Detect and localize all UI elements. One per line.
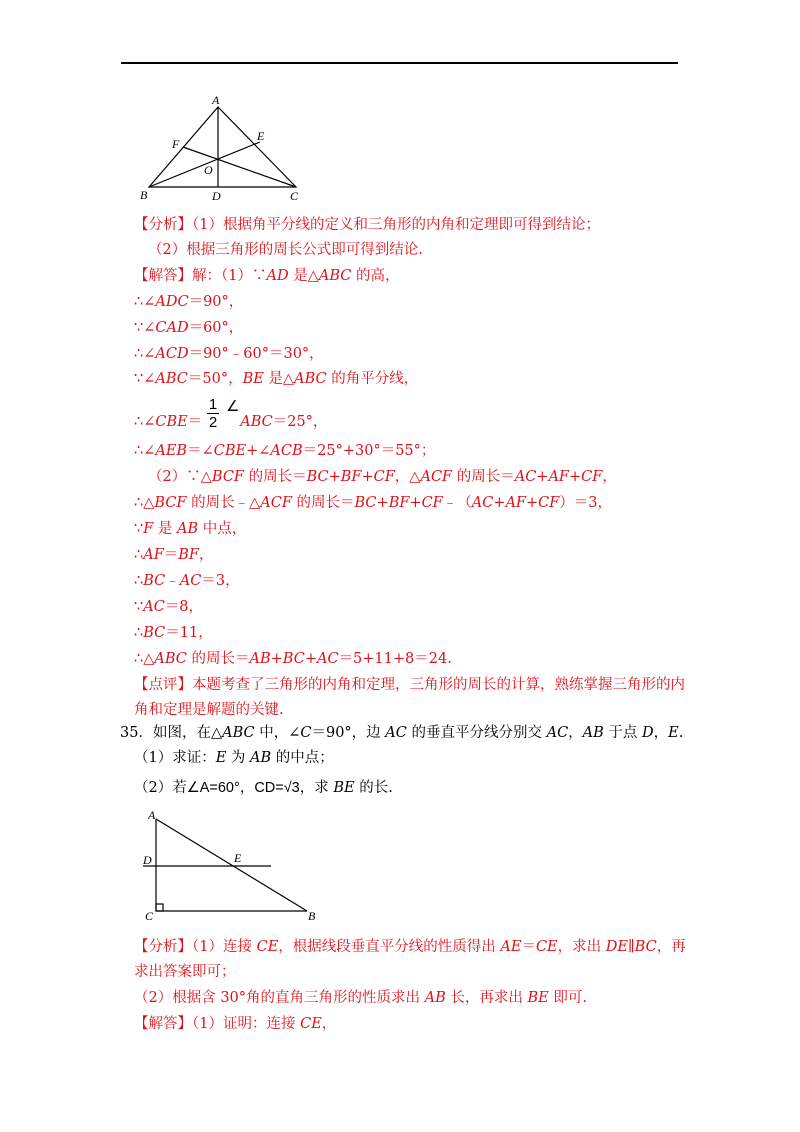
- solution-line-11: ∴AF＝BF，: [134, 547, 214, 563]
- review-tag: 【点评】: [134, 677, 192, 693]
- fig1-label-c: C: [290, 189, 299, 203]
- fig1-label-a: A: [212, 93, 220, 107]
- fig1-label-b: B: [140, 188, 148, 202]
- math-cd: CD=√3: [254, 780, 300, 796]
- question-35-stem: 35．如图，在△ABC 中，∠C＝90°，边 AC 的垂直平分线分别交 AC，AB 于点 D，E.: [120, 725, 684, 741]
- solution-line-13: ∵AC＝8，: [134, 599, 204, 615]
- fig1-label-e: E: [257, 129, 265, 143]
- q35-analysis-line-1: 【分析】（1）连接 CE，根据线段垂直平分线的性质得出 AE＝CE，求出 DE∥BC，再: [134, 939, 686, 955]
- analysis-tag: 【分析】: [134, 217, 192, 233]
- q35-analysis-line-3: （2）根据含 30°角的直角三角形的性质求出 AB 长，再求出 BE 即可.: [134, 990, 587, 1006]
- solution-line-9: ∴△BCF 的周长﹣△ACF 的周长＝BC+BF+CF﹣（AC+AF+CF）＝3，: [134, 495, 613, 511]
- solution-line-1: 【解答】解：（1）∵AD 是△ABC 的高，: [134, 268, 400, 284]
- fig2-label-a: A: [148, 808, 156, 822]
- math-angle-a: ∠A=60°: [186, 780, 240, 796]
- question-35-part-1: （1）求证：E 为 AB 的中点；: [134, 750, 334, 766]
- solution-line-3: ∵∠CAD＝60°，: [134, 320, 244, 336]
- q35-analysis-tag: 【分析】: [134, 939, 192, 955]
- solution-line-5: ∵∠ABC＝50°，BE 是△ABC 的角平分线，: [134, 371, 419, 387]
- fig2-label-b: B: [308, 909, 316, 923]
- solution-line-12: ∴BC﹣AC＝3，: [134, 573, 240, 589]
- solution-line-4: ∴∠ACD＝90°﹣60°＝30°，: [134, 346, 324, 362]
- solution-line-14: ∴BC＝11，: [134, 625, 213, 641]
- solution-line-7: ∴∠AEB＝∠CBE+∠ACB＝25°+30°＝55°；: [134, 443, 436, 459]
- question-35-part-2: （2）若∠A=60°，CD=√3，求 BE 的长.: [134, 780, 393, 796]
- fraction-denominator: 2: [208, 414, 218, 431]
- fraction-numerator: 1: [208, 396, 218, 413]
- solution-line-10: ∵F 是 AB 中点，: [134, 521, 247, 537]
- fig1-label-d: D: [212, 189, 221, 203]
- review-line-2: 角和定理是解题的关键.: [134, 702, 284, 718]
- q35-solution-tag: 【解答】: [134, 1016, 192, 1032]
- fig2-label-d: D: [143, 853, 152, 867]
- fig2-label-e: E: [234, 851, 242, 865]
- solution-line-6: ∴∠CBE＝ ABC＝25°，: [134, 414, 328, 430]
- solution-line-8: （2）∵△BCF 的周长＝BC+BF+CF，△ACF 的周长＝AC+AF+CF，: [148, 469, 617, 485]
- review-line-1: 【点评】本题考查了三角形的内角和定理，三角形的周长的计算，熟练掌握三角形的内: [134, 677, 685, 693]
- fig1-label-o: O: [204, 163, 213, 177]
- angle-symbol-image: ∠: [226, 398, 240, 415]
- fig2-label-c: C: [145, 909, 154, 923]
- solution-line-2: ∴∠ADC＝90°，: [134, 294, 244, 310]
- q35-analysis-line-2: 求出答案即可；: [134, 964, 236, 980]
- analysis-line-2: （2）根据三角形的周长公式即可得到结论.: [148, 242, 423, 258]
- solution-line-15: ∴△ABC 的周长＝AB+BC+AC＝5+11+8＝24.: [134, 651, 452, 667]
- analysis-line-1: 【分析】（1）根据角平分线的定义和三角形的内角和定理即可得到结论；: [134, 217, 600, 233]
- q35-solution-line-1: 【解答】（1）证明：连接 CE，: [134, 1016, 337, 1032]
- fig1-label-f: F: [172, 137, 180, 151]
- solution-tag: 【解答】: [134, 268, 192, 284]
